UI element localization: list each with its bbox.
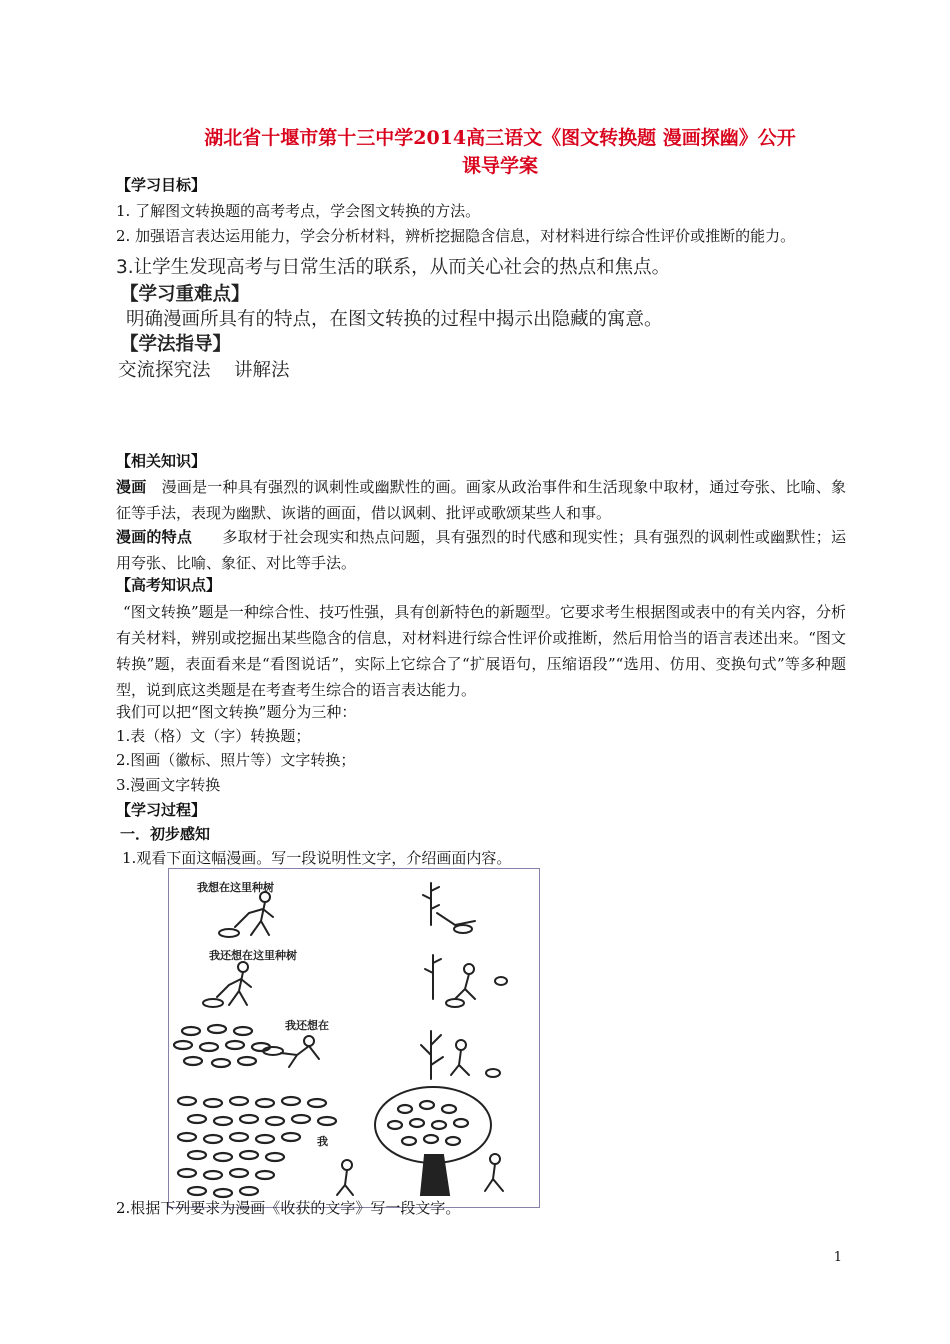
cartoon-image [168,868,540,1208]
features-definition [116,524,846,576]
manhua-def-text: 漫画是一种具有强烈的讽刺性或幽默性的画。画家从政治事件和生活现象中取材，通过夸张、比喻、象征等手法，表现为幽默、诙谐的画面，借以讽刺、批评或歌颂某些人和事。 [116,478,846,522]
task-2: 2.根据下列要求为漫画《收获的文字》写一段文字。 [116,1199,461,1217]
manhua-term: 漫画 [116,478,147,496]
type-1: 1.表（格）文（字）转换题； [116,727,311,745]
exam-paragraph: “图文转换”题是一种综合性、技巧性强，具有创新特色的新题型。它要求考生根据图或表中的有关内容，分析有关材料，辨别或挖掘出某些隐含的信息，对材料进行综合性评价或推断，然后用恰当的语言表述出来。“图文转换”题，表面看来是“看图说话”，实际上它综合了“扩展语句，压缩语段”“选用、仿用、变换句式”等多种题型，说到底这类题是在考查考生综合的语言表达能力。 [116,603,846,699]
features-def-text: 多取材于社会现实和热点问题，具有强烈的时代感和现实性；具有强烈的讽刺性或幽默性；运用夸张、比喻、象征、对比等手法。 [116,528,846,572]
method-header: 【学法指导】 [120,334,232,355]
keypoints-header: 【学习重难点】 [120,284,250,305]
bubble-1: 我想在这里种树 [197,881,274,894]
goal-1: 1. 了解图文转换题的高考考点，学会图文转换的方法。 [116,202,481,220]
task-1: 1.观看下面这幅漫画。写一段说明性文字，介绍画面内容。 [122,849,512,867]
goals-header: 【学习目标】 [116,176,207,194]
process-header: 【学习过程】 [116,801,207,819]
exam-header: 【高考知识点】 [116,576,222,594]
related-header: 【相关知识】 [116,452,207,470]
method-text: 交流探究法 讲解法 [118,360,290,381]
page-number: 1 [833,1250,842,1265]
features-term: 漫画的特点 [116,528,193,546]
goal-2: 2. 加强语言表达运用能力，学会分析材料，辨析挖掘隐含信息，对材料进行综合性评价或推断的能力。 [116,227,796,245]
keypoints-text: 明确漫画所具有的特点，在图文转换的过程中揭示出隐藏的寓意。 [126,309,663,330]
title-line-1: 湖北省十堰市第十三中学2014高三语文《图文转换题 漫画探幽》公开 [204,127,796,149]
title-line-2: 课导学案 [461,155,538,177]
document-title [150,124,850,180]
types-intro: 我们可以把“图文转换”题分为三种： [116,703,357,721]
step1-header: 一．初步感知 [120,825,211,843]
bubble-2: 我还想在这里种树 [209,949,297,962]
bubble-4: 我 [317,1135,328,1148]
bubble-3: 我还想在 [285,1019,329,1032]
goal-3: 3.让学生发现高考与日常生活的联系，从而关心社会的热点和焦点。 [116,257,671,278]
manhua-definition [116,474,846,526]
type-2: 2.图画（徽标、照片等）文字转换； [116,751,356,769]
type-3: 3.漫画文字转换 [116,776,221,794]
cartoon-drawing [169,869,539,1207]
